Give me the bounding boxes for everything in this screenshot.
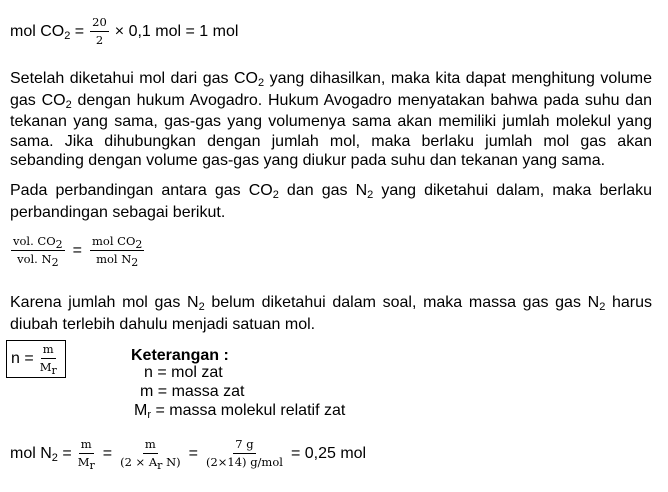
eq2-equals: = <box>72 241 82 259</box>
eq1-fraction <box>90 16 109 47</box>
eq3-fraction-2: $\frac{m}{\text{(2 × Ar N)}}$ <box>120 437 181 472</box>
eq3-fraction-1: $\frac{m}{Mr}$ <box>77 437 95 472</box>
paragraph-avogadro: Setelah diketahui mol dari gas CO2 yang dihasilkan, maka kita dapat menghitung volume gas CO2 dengan hukum Avogadro. Hukum Avogadro menyatakan bahwa pada suhu dan tekanan yang sama, gas-gas yang volumenya sama akan memiliki jumlah molekul yang sama. Jika dihubungkan dengan jumlah mol, maka berlaku jumlah mol gas akan sebanding dengan volume gas-gas yang diukur pada suhu dan tekanan yang sama. <box>10 70 653 169</box>
volume-ratio-fraction: $\frac{\text{vol. CO2}}{\text{vol. N2}}$ <box>13 234 63 269</box>
legend-line-m: m = massa zat <box>140 383 245 400</box>
mol-ratio-fraction: $\frac{\text{mol CO2}}{\text{mol N2}}$ <box>91 234 143 269</box>
legend-line-n: n = mol zat <box>144 364 223 381</box>
eq1-denominator: 2 <box>95 33 104 47</box>
equation-mol-n2: mol N2 = $\frac{m}{Mr}$ = $\frac{m}{\text{(2 × Ar N)}}$ = $\frac{7 g}{\text{(2×14) g/mol}}$ = 0,25 mol <box>10 437 367 472</box>
eq3-fraction-3: $\frac{7 g}{\text{(2×14) g/mol}}$ <box>205 437 283 469</box>
eq1-rhs: × 0,1 mol = 1 mol <box>114 22 239 40</box>
equation-volume-ratio <box>9 234 146 269</box>
formula-fraction: $\frac{m}{Mr}$ <box>39 342 57 377</box>
paragraph-convert-mass: Karena jumlah mol gas N2 belum diketahui dalam soal, maka massa gas gas N2 harus diubah terlebih dahulu menjadi satuan mol. <box>10 294 653 333</box>
paragraph-comparison: Pada perbandingan antara gas CO2 dan gas N2 yang diketahui dalam, maka berlaku perbandingan sebagai berikut. <box>10 182 653 221</box>
eq1-numerator: 20 <box>90 16 109 32</box>
legend-line-mr: Mr = massa molekul relatif zat <box>134 402 346 421</box>
legend-title: Keterangan : <box>131 347 229 364</box>
formula-box-mol: n = $\frac{m}{Mr}$ <box>6 340 66 378</box>
equation-mol-co2 <box>10 16 238 47</box>
eq1-lhs: mol CO2 = <box>10 22 85 42</box>
eq3-lhs: mol N2 = <box>10 444 72 464</box>
eq3-result: = 0,25 mol <box>290 444 367 462</box>
